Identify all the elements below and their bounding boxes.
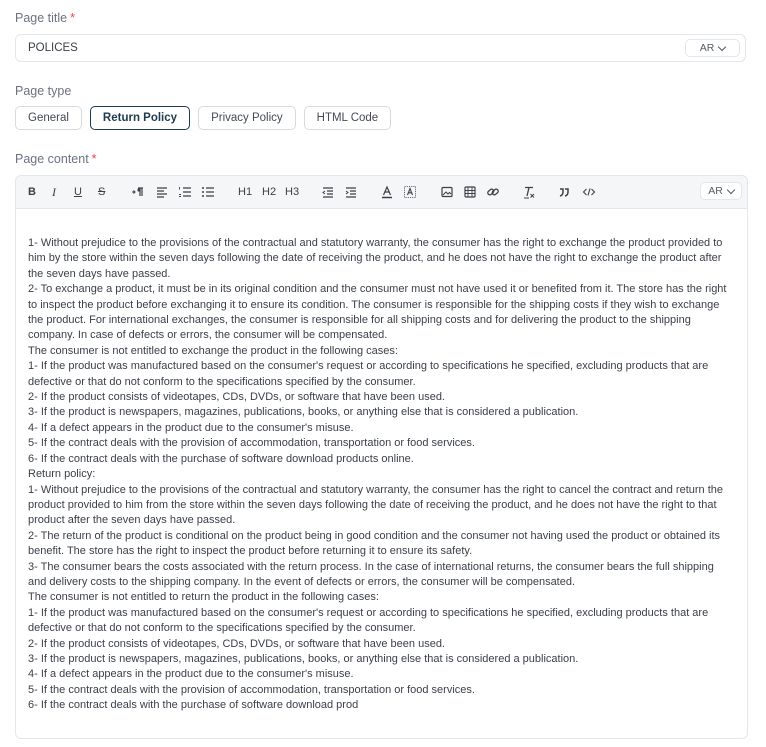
page-title-input[interactable] — [15, 34, 746, 62]
highlight-color-icon[interactable] — [403, 184, 417, 200]
content-paragraph: 5- If the contract deals with the provision of accommodation, transportation or food services. — [28, 683, 475, 696]
align-icon[interactable] — [155, 184, 169, 200]
image-icon[interactable] — [440, 184, 454, 200]
content-paragraph: 3- If the product is newspapers, magazines, publications, books, or anything else that is considered a publication. — [28, 406, 579, 419]
page-content-label: Page content * — [15, 152, 97, 166]
chevron-down-icon — [727, 185, 735, 193]
content-paragraph: 1- If the product was manufactured based on the consumer's request or according to specifications he specified, excluding products that are defective or that do not conform to the specifications specified by the consumer. — [28, 606, 709, 635]
editor-toolbar — [16, 176, 747, 209]
heading-2-button[interactable]: H2 — [262, 186, 277, 198]
content-paragraph: The consumer is not entitled to return the product in the following cases: — [28, 591, 379, 604]
content-paragraph: 1- Without prejudice to the provisions of the contractual and statutory warranty, the consumer has the right to cancel the contract and return the product provided to him from the store within the seven days following the date of receiving the product, and he does not have the right to that product after the seven days have passed. — [28, 483, 724, 527]
page-type-html-code[interactable]: HTML Code — [304, 106, 392, 130]
clear-format-icon[interactable] — [522, 184, 536, 200]
code-icon[interactable] — [582, 184, 596, 200]
heading-1-button[interactable]: H1 — [238, 186, 253, 198]
bullet-list-icon[interactable] — [201, 184, 215, 200]
page-title-value[interactable]: POLICES — [28, 42, 78, 54]
ordered-list-icon[interactable] — [178, 184, 192, 200]
strikethrough-button[interactable]: S — [98, 186, 106, 198]
content-paragraph: 1- If the product was manufactured based on the consumer's request or according to specifications he specified, excluding products that are defective or that do not conform to the specifications specified by the consumer. — [28, 360, 709, 388]
content-paragraph: 2- If the product consists of videotapes, CDs, DVDs, or software that have been used. — [28, 637, 445, 650]
underline-button[interactable]: U — [74, 186, 82, 198]
paragraph-direction-icon[interactable] — [130, 184, 146, 200]
content-paragraph: 5- If the contract deals with the provision of accommodation, transportation or food services. — [28, 437, 475, 450]
title-language-select[interactable]: AR — [685, 39, 740, 57]
content-paragraph: 2- If the product consists of videotapes, CDs, DVDs, or software that have been used. — [28, 391, 445, 404]
content-paragraph: 6- If the contract deals with the purchase of software download prod — [28, 699, 359, 712]
bold-button[interactable]: B — [28, 186, 36, 198]
blockquote-icon[interactable] — [557, 184, 571, 200]
page-type-label: Page type — [15, 84, 72, 98]
content-paragraph: 3- The consumer bears the costs associated with the return process. In the case of international returns, the consumer bears the full shipping and delivery costs to the shipping company. In the event of defects or errors, the consumer will be compensated. — [28, 560, 714, 588]
italic-button[interactable]: I — [52, 185, 56, 199]
text-color-icon[interactable] — [380, 184, 394, 200]
link-icon[interactable] — [486, 184, 500, 200]
content-paragraph: 4- If a defect appears in the product due to the consumer's misuse. — [28, 668, 354, 681]
content-paragraph: 1- Without prejudice to the provisions of the contractual and statutory warranty, the consumer has the right to exchange the product provided to him by the store within the seven days following the date of receiving the product, and he does not have the right to exchange the product after the seven days have passed. — [28, 237, 723, 280]
page-type-general[interactable]: General — [15, 106, 82, 130]
page-type-privacy-policy[interactable]: Privacy Policy — [198, 106, 296, 130]
content-language-select[interactable]: AR — [700, 182, 742, 200]
content-paragraph: 2- The return of the product is conditional on the product being in good condition and the consumer not having used the product or obtained its benefit. The store has the right to inspect the product before returning it to ensure its safety. — [28, 529, 721, 558]
content-paragraph: The consumer is not entitled to exchange the product in the following cases: — [28, 344, 398, 357]
rich-text-editor — [15, 175, 748, 739]
page-title-label: Page title * — [15, 11, 75, 25]
editor-content-area[interactable] — [28, 236, 733, 714]
content-paragraph: 4- If a defect appears in the product due to the consumer's misuse. — [28, 421, 354, 434]
content-paragraph: 6- If the contract deals with the purchase of software download products online. — [28, 452, 414, 465]
outdent-icon[interactable] — [321, 184, 335, 200]
chevron-down-icon — [718, 42, 726, 50]
content-paragraph: 2- To exchange a product, it must be in its original condition and the consumer must not have used it or benefited from it. The store has the right to inspect the product before exchanging it to ensure its condition. The consumer is responsible for the shipping costs if they wish to exchange the product. For international exchanges, the consumer is responsible for all shipping costs and for delivering the product to the shipping company. In case of defects or errors, the consumer will be compensated. — [28, 283, 727, 342]
page-type-selector — [15, 106, 391, 130]
content-paragraph: Return policy: — [28, 468, 96, 481]
content-paragraph: 3- If the product is newspapers, magazines, publications, books, or anything else that is considered a publication. — [28, 652, 579, 665]
heading-3-button[interactable]: H3 — [285, 186, 300, 198]
indent-icon[interactable] — [344, 184, 358, 200]
page-type-return-policy[interactable]: Return Policy — [90, 106, 190, 130]
video-icon[interactable] — [463, 184, 477, 200]
